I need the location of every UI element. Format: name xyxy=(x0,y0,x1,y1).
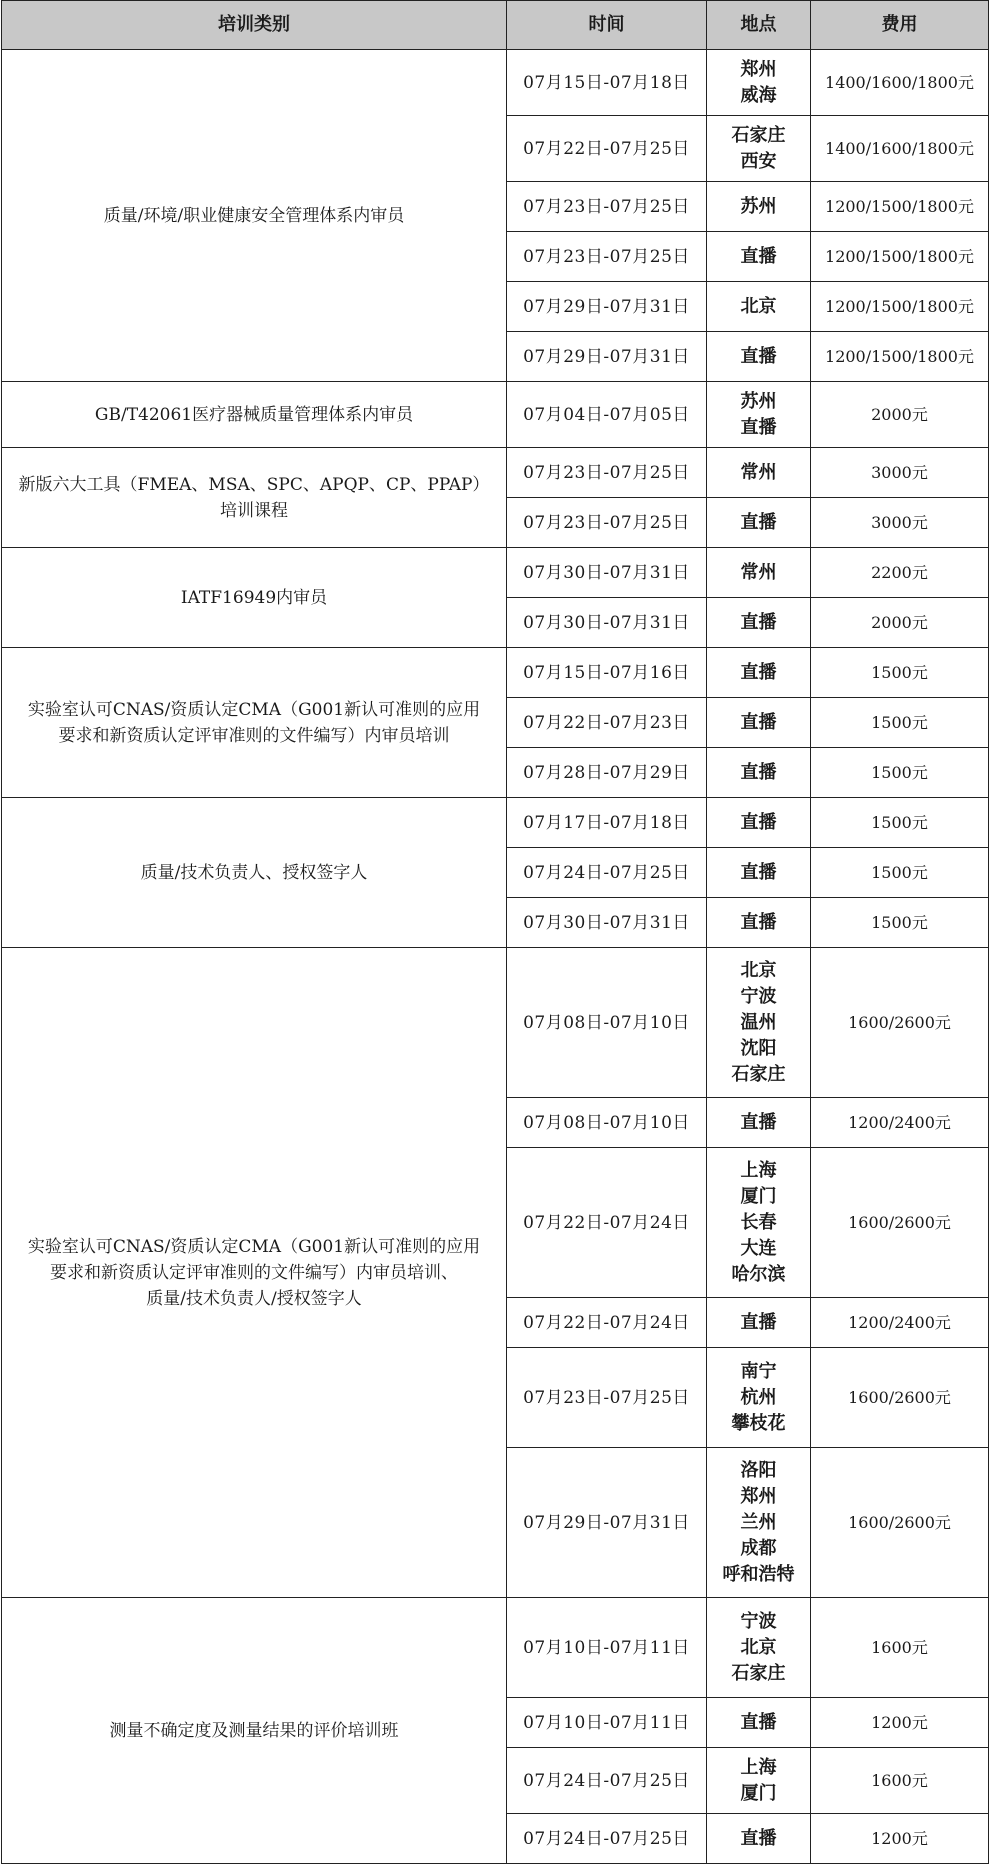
fee-cell: 1200元 xyxy=(811,1814,989,1864)
place-cell: 常州 xyxy=(707,448,811,498)
place-cell: 直播 xyxy=(707,848,811,898)
fee-cell: 2000元 xyxy=(811,598,989,648)
place-cell: 直播 xyxy=(707,898,811,948)
place-cell: 直播 xyxy=(707,1698,811,1748)
place-cell: 直播 xyxy=(707,798,811,848)
place-cell: 洛阳 郑州 兰州 成都 呼和浩特 xyxy=(707,1448,811,1598)
place-cell: 石家庄 西安 xyxy=(707,116,811,182)
fee-cell: 1400/1600/1800元 xyxy=(811,116,989,182)
time-cell: 07月23日-07月25日 xyxy=(507,448,707,498)
time-cell: 07月22日-07月24日 xyxy=(507,1148,707,1298)
category-cell: 新版六大工具（FMEA、MSA、SPC、APQP、CP、PPAP） 培训课程 xyxy=(2,448,507,548)
fee-cell: 1200/1500/1800元 xyxy=(811,282,989,332)
fee-cell: 2000元 xyxy=(811,382,989,448)
time-cell: 07月29日-07月31日 xyxy=(507,332,707,382)
table-row xyxy=(2,948,989,1098)
category-cell: GB/T42061医疗器械质量管理体系内审员 xyxy=(2,382,507,448)
time-cell: 07月08日-07月10日 xyxy=(507,1098,707,1148)
header-fee: 费用 xyxy=(811,1,989,50)
fee-cell: 1200/1500/1800元 xyxy=(811,182,989,232)
fee-cell: 1600元 xyxy=(811,1598,989,1698)
place-cell: 直播 xyxy=(707,598,811,648)
place-cell: 苏州 直播 xyxy=(707,382,811,448)
place-cell: 直播 xyxy=(707,1098,811,1148)
fee-cell: 1200/2400元 xyxy=(811,1098,989,1148)
category-cell: 质量/技术负责人、授权签字人 xyxy=(2,798,507,948)
time-cell: 07月29日-07月31日 xyxy=(507,1448,707,1598)
time-cell: 07月30日-07月31日 xyxy=(507,598,707,648)
place-cell: 上海 厦门 xyxy=(707,1748,811,1814)
time-cell: 07月22日-07月24日 xyxy=(507,1298,707,1348)
time-cell: 07月24日-07月25日 xyxy=(507,1814,707,1864)
category-cell: 实验室认可CNAS/资质认定CMA（G001新认可准则的应用 要求和新资质认定评审准则的文件编写）内审员培训 xyxy=(2,648,507,798)
table-body xyxy=(2,50,989,1864)
place-cell: 北京 xyxy=(707,282,811,332)
fee-cell: 1600/2600元 xyxy=(811,1148,989,1298)
place-cell: 直播 xyxy=(707,648,811,698)
place-cell: 北京 宁波 温州 沈阳 石家庄 xyxy=(707,948,811,1098)
time-cell: 07月23日-07月25日 xyxy=(507,1348,707,1448)
time-cell: 07月17日-07月18日 xyxy=(507,798,707,848)
time-cell: 07月29日-07月31日 xyxy=(507,282,707,332)
place-cell: 郑州 威海 xyxy=(707,50,811,116)
category-cell: 质量/环境/职业健康安全管理体系内审员 xyxy=(2,50,507,382)
table-row xyxy=(2,1598,989,1698)
header-category: 培训类别 xyxy=(2,1,507,50)
fee-cell: 1600/2600元 xyxy=(811,948,989,1098)
table-row xyxy=(2,382,989,448)
time-cell: 07月30日-07月31日 xyxy=(507,898,707,948)
place-cell: 直播 xyxy=(707,232,811,282)
fee-cell: 1400/1600/1800元 xyxy=(811,50,989,116)
header-time: 时间 xyxy=(507,1,707,50)
time-cell: 07月24日-07月25日 xyxy=(507,848,707,898)
place-cell: 直播 xyxy=(707,332,811,382)
place-cell: 南宁 杭州 攀枝花 xyxy=(707,1348,811,1448)
category-cell: 实验室认可CNAS/资质认定CMA（G001新认可准则的应用 要求和新资质认定评审准则的文件编写）内审员培训、 质量/技术负责人/授权签字人 xyxy=(2,948,507,1598)
place-cell: 直播 xyxy=(707,1298,811,1348)
category-cell: 测量不确定度及测量结果的评价培训班 xyxy=(2,1598,507,1864)
place-cell: 上海 厦门 长春 大连 哈尔滨 xyxy=(707,1148,811,1298)
fee-cell: 2200元 xyxy=(811,548,989,598)
fee-cell: 3000元 xyxy=(811,448,989,498)
time-cell: 07月24日-07月25日 xyxy=(507,1748,707,1814)
table-header xyxy=(2,1,989,50)
time-cell: 07月08日-07月10日 xyxy=(507,948,707,1098)
fee-cell: 1500元 xyxy=(811,798,989,848)
time-cell: 07月23日-07月25日 xyxy=(507,232,707,282)
table-row xyxy=(2,548,989,598)
training-schedule-table xyxy=(1,0,989,1864)
fee-cell: 3000元 xyxy=(811,498,989,548)
time-cell: 07月23日-07月25日 xyxy=(507,498,707,548)
time-cell: 07月22日-07月25日 xyxy=(507,116,707,182)
fee-cell: 1200/1500/1800元 xyxy=(811,332,989,382)
time-cell: 07月10日-07月11日 xyxy=(507,1698,707,1748)
fee-cell: 1500元 xyxy=(811,748,989,798)
fee-cell: 1200/1500/1800元 xyxy=(811,232,989,282)
place-cell: 苏州 xyxy=(707,182,811,232)
place-cell: 直播 xyxy=(707,748,811,798)
time-cell: 07月30日-07月31日 xyxy=(507,548,707,598)
fee-cell: 1200元 xyxy=(811,1698,989,1748)
category-cell: IATF16949内审员 xyxy=(2,548,507,648)
time-cell: 07月22日-07月23日 xyxy=(507,698,707,748)
header-place: 地点 xyxy=(707,1,811,50)
table-row xyxy=(2,50,989,116)
place-cell: 宁波 北京 石家庄 xyxy=(707,1598,811,1698)
time-cell: 07月23日-07月25日 xyxy=(507,182,707,232)
table-row xyxy=(2,798,989,848)
place-cell: 直播 xyxy=(707,698,811,748)
time-cell: 07月15日-07月16日 xyxy=(507,648,707,698)
table-row xyxy=(2,448,989,498)
fee-cell: 1600/2600元 xyxy=(811,1348,989,1448)
fee-cell: 1200/2400元 xyxy=(811,1298,989,1348)
fee-cell: 1500元 xyxy=(811,898,989,948)
time-cell: 07月28日-07月29日 xyxy=(507,748,707,798)
fee-cell: 1500元 xyxy=(811,698,989,748)
time-cell: 07月04日-07月05日 xyxy=(507,382,707,448)
fee-cell: 1600/2600元 xyxy=(811,1448,989,1598)
table-row xyxy=(2,648,989,698)
place-cell: 直播 xyxy=(707,1814,811,1864)
place-cell: 直播 xyxy=(707,498,811,548)
time-cell: 07月10日-07月11日 xyxy=(507,1598,707,1698)
header-row xyxy=(2,1,989,50)
fee-cell: 1600元 xyxy=(811,1748,989,1814)
place-cell: 常州 xyxy=(707,548,811,598)
time-cell: 07月15日-07月18日 xyxy=(507,50,707,116)
fee-cell: 1500元 xyxy=(811,648,989,698)
fee-cell: 1500元 xyxy=(811,848,989,898)
